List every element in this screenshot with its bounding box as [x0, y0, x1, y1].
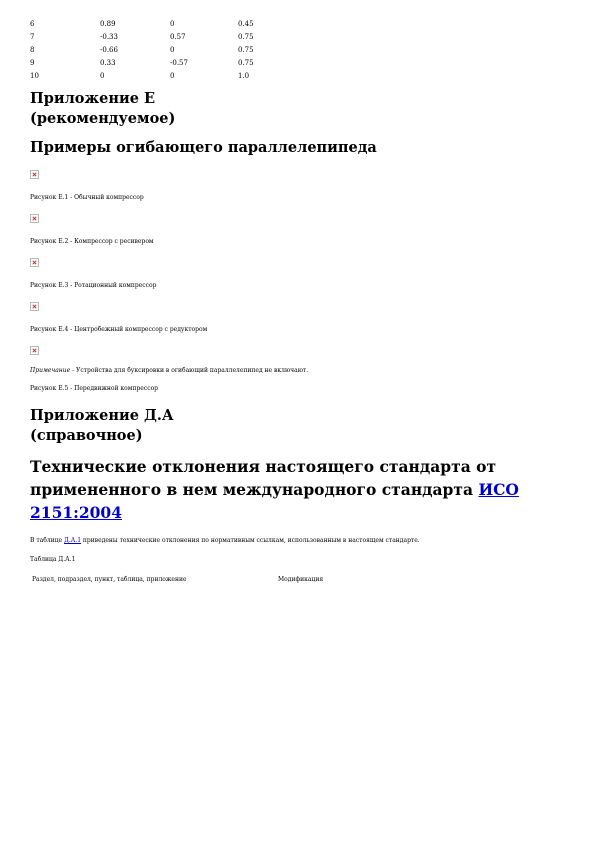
table-title: Таблица Д.А.1: [30, 556, 76, 563]
table-header-row: [30, 575, 398, 584]
table-row: [30, 18, 298, 31]
table-cell: 0: [170, 72, 175, 80]
table-da1-link[interactable]: Д.А.1: [63, 537, 82, 544]
column-header-section: Раздел, подраздел, пункт, таблица, приложение: [32, 576, 187, 583]
table-row: [30, 44, 298, 57]
figure-e1: [30, 170, 570, 202]
figure-caption: Рисунок Е.3 - Ротационный компрессор: [30, 282, 157, 289]
figure-caption: Рисунок Е.2 - Компрессор с ресивером: [30, 238, 154, 245]
examples-section-title: Примеры огибающего параллелепипеда: [30, 139, 377, 156]
modifications-table: [30, 575, 398, 584]
table-cell: 0.45: [238, 20, 254, 28]
figure-e3: [30, 258, 570, 290]
appendix-da-title: Приложение Д.А: [30, 407, 174, 424]
table-cell: 10: [30, 72, 39, 80]
table-cell: 0.33: [100, 59, 116, 67]
appendix-da-heading: [30, 406, 570, 446]
deviations-paragraph: [30, 536, 570, 545]
table-row: [30, 31, 298, 44]
figure-e2: [30, 214, 570, 246]
broken-image-icon: [30, 170, 39, 179]
table-cell: -0.66: [100, 46, 118, 54]
table-cell: 0.75: [238, 46, 254, 54]
figure-caption: Рисунок Е.4 - Центробежный компрессор с редуктором: [30, 326, 208, 333]
broken-image-icon: [30, 346, 39, 355]
table-row: [30, 70, 298, 83]
figure-e5: [30, 346, 570, 393]
figure-caption: Рисунок Е.1 - Обычный компрессор: [30, 194, 144, 201]
deviations-section-title: [30, 455, 570, 524]
table-cell: 0: [170, 20, 175, 28]
broken-image-icon: [30, 302, 39, 311]
table-cell: 0.57: [170, 33, 186, 41]
iso-standard-link[interactable]: ИСО 2151:2004: [30, 480, 519, 522]
table-cell: 1.0: [238, 72, 250, 80]
table-cell: 7: [30, 33, 35, 41]
figure-caption: Рисунок Е.5 - Передвижной компрессор: [30, 385, 159, 392]
para-text: приведены технические отклонения по нормативным ссылкам, использованным в настоящем стандарте.: [81, 537, 420, 544]
table-cell: 0.75: [238, 59, 254, 67]
table-cell: 0.89: [100, 20, 116, 28]
figure-note: [30, 366, 570, 375]
table-cell: 0: [100, 72, 105, 80]
column-header-modification: Модификация: [278, 576, 324, 583]
broken-image-icon: [30, 214, 39, 223]
appendix-e-title: Приложение Е: [30, 90, 156, 107]
coefficients-table: [30, 18, 298, 83]
figure-e4: [30, 302, 570, 334]
table-row: [30, 57, 298, 70]
broken-image-icon: [30, 258, 39, 267]
note-text: - Устройства для буксировки в огибающий параллелепипед не включают.: [70, 367, 309, 374]
table-cell: -0.33: [100, 33, 118, 41]
table-cell: 8: [30, 46, 35, 54]
appendix-e-heading: [30, 89, 570, 129]
document-page: [30, 18, 570, 584]
table-cell: -0.57: [170, 59, 188, 67]
table-cell: 0.75: [238, 33, 254, 41]
deviations-title-text: Технические отклонения настоящего стандарта от примененного в нем международного стандарта: [30, 457, 497, 499]
para-text: В таблице: [30, 537, 64, 544]
table-cell: 0: [170, 46, 175, 54]
appendix-da-status: (справочное): [30, 427, 143, 444]
table-cell: 9: [30, 59, 35, 67]
table-cell: 6: [30, 20, 35, 28]
note-label: Примечание: [30, 367, 71, 374]
appendix-e-status: (рекомендуемое): [30, 110, 176, 127]
